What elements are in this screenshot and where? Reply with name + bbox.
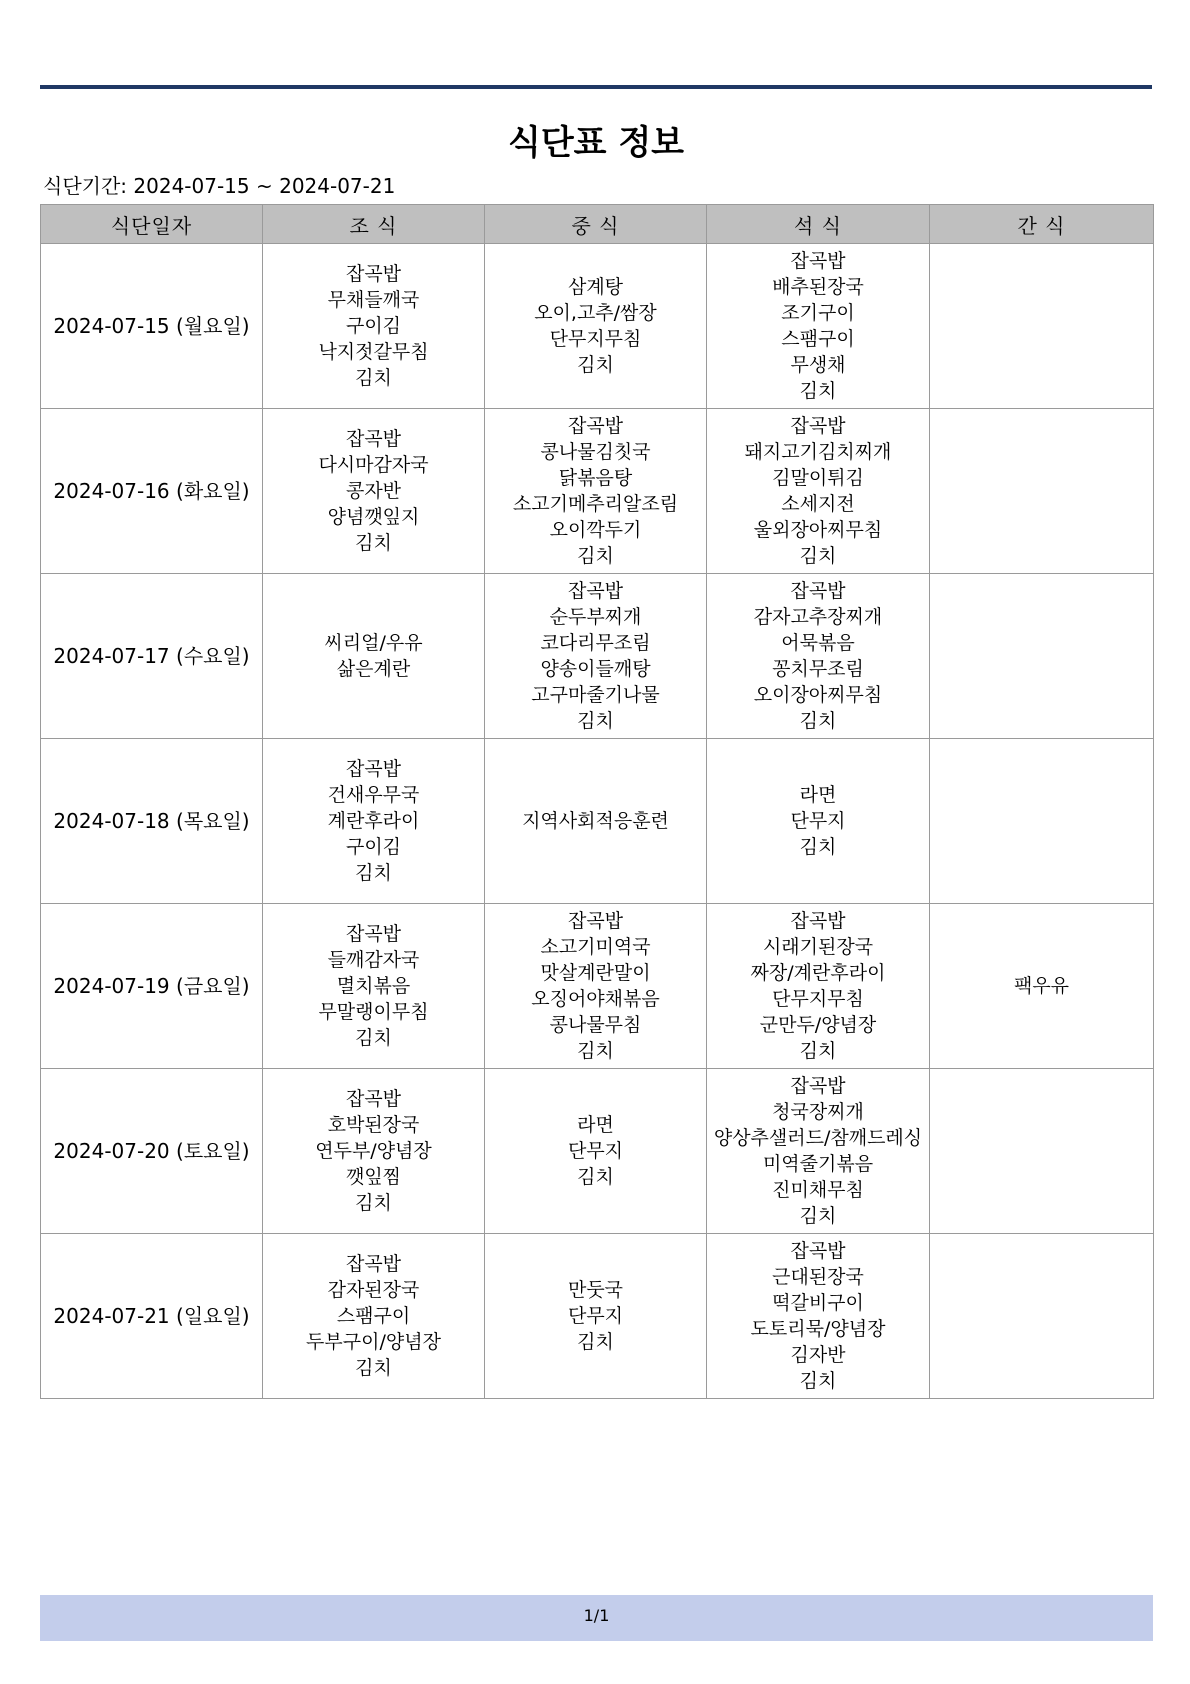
footer-bar [40, 1595, 1153, 1641]
meal-item: 오징어야채볶음 [531, 988, 660, 1010]
date-cell: 2024-07-18 (목요일) [41, 739, 263, 904]
meal-item: 김치 [355, 367, 392, 389]
table-row [41, 1069, 1154, 1234]
meal-item: 김치 [355, 862, 392, 884]
lunch-cell [485, 1234, 707, 1399]
meal-item: 호박된장국 [327, 1114, 420, 1136]
dinner-cell [707, 409, 930, 574]
meal-item: 다시마감자국 [318, 454, 429, 476]
meal-item: 라면 [577, 1114, 614, 1136]
header-snack: 간 식 [930, 205, 1154, 244]
top-rule [40, 85, 1152, 89]
meal-item: 스팸구이 [336, 1305, 411, 1327]
breakfast-cell [263, 409, 485, 574]
header-dinner: 석 식 [707, 205, 930, 244]
snack-cell [930, 574, 1154, 739]
meal-item: 삼계탕 [567, 276, 624, 298]
meal-item: 잡곡밥 [345, 428, 402, 450]
meal-item: 잡곡밥 [790, 910, 846, 932]
table-row [41, 739, 1154, 904]
meal-item: 잡곡밥 [345, 263, 402, 285]
meal-item: 김치 [799, 1040, 837, 1062]
meal-item: 씨리얼/우유 [324, 632, 423, 654]
meal-item: 단무지무침 [549, 328, 642, 350]
meal-item: 순두부찌개 [549, 606, 642, 628]
meal-item: 김치 [799, 545, 837, 567]
meal-item: 잡곡밥 [790, 415, 846, 437]
meal-item: 양념깻잎지 [327, 506, 420, 528]
meal-item: 지역사회적응훈련 [522, 810, 669, 832]
meal-item: 삶은계란 [336, 658, 411, 680]
meal-item: 김치 [355, 1192, 392, 1214]
meal-item: 조기구이 [781, 302, 855, 324]
meal-item: 잡곡밥 [567, 580, 624, 602]
meal-item: 잡곡밥 [790, 1240, 846, 1262]
meal-item: 잡곡밥 [345, 923, 402, 945]
meal-item: 만둣국 [567, 1279, 624, 1301]
page-indicator: 1/1 [583, 1606, 610, 1625]
lunch-cell [485, 244, 707, 409]
table-body [41, 244, 1154, 1399]
meal-item: 콩나물김칫국 [540, 441, 651, 463]
date-cell: 2024-07-20 (토요일) [41, 1069, 263, 1234]
meal-item: 깻잎찜 [345, 1166, 402, 1188]
meal-period [43, 173, 395, 199]
meal-item: 배추된장국 [772, 276, 864, 298]
meal-item: 오이,고추/쌈장 [534, 302, 657, 324]
meal-item: 구이김 [345, 315, 402, 337]
meal-item: 김치 [577, 1040, 614, 1062]
breakfast-cell [263, 1069, 485, 1234]
meal-item: 잡곡밥 [345, 758, 402, 780]
header-lunch: 중 식 [485, 205, 707, 244]
breakfast-cell [263, 739, 485, 904]
meal-item: 잡곡밥 [790, 580, 846, 602]
meal-item: 도토리묵/양념장 [750, 1318, 886, 1340]
meal-item: 계란후라이 [327, 810, 420, 832]
meal-item: 청국장찌개 [772, 1101, 864, 1123]
meal-item: 잡곡밥 [790, 250, 846, 272]
dinner-cell [707, 574, 930, 739]
date-cell: 2024-07-17 (수요일) [41, 574, 263, 739]
meal-item: 단무지 [790, 810, 846, 832]
lunch-cell [485, 409, 707, 574]
meal-item: 맛살계란말이 [540, 962, 651, 984]
meal-item: 스팸구이 [781, 328, 855, 350]
breakfast-cell [263, 244, 485, 409]
meal-item: 돼지고기김치찌개 [744, 441, 892, 463]
page-title: 식단표 정보 [507, 123, 685, 163]
meal-item: 미역줄기볶음 [762, 1153, 874, 1175]
table-row [41, 1234, 1154, 1399]
meal-item: 김치 [799, 710, 837, 732]
meal-item: 코다리무조림 [540, 632, 651, 654]
meal-item: 단무지 [567, 1305, 624, 1327]
breakfast-cell [263, 574, 485, 739]
dinner-cell [707, 739, 930, 904]
snack-cell [930, 904, 1154, 1069]
meal-item: 두부구이/양념장 [306, 1331, 441, 1353]
meal-item: 양송이들깨탕 [540, 658, 651, 680]
dinner-cell [707, 244, 930, 409]
dinner-cell [707, 904, 930, 1069]
meal-item: 소세지전 [781, 493, 855, 515]
breakfast-cell [263, 1234, 485, 1399]
meal-item: 오이깍두기 [549, 519, 642, 541]
meal-item: 김말이튀김 [772, 467, 864, 489]
meal-item: 잡곡밥 [345, 1088, 402, 1110]
meal-item: 잡곡밥 [567, 415, 624, 437]
meal-item: 감자된장국 [327, 1279, 420, 1301]
meal-item: 단무지 [567, 1140, 624, 1162]
meal-item: 콩나물무침 [549, 1014, 642, 1036]
meal-item: 어묵볶음 [781, 632, 855, 654]
meal-item: 시래기된장국 [762, 936, 874, 958]
meal-item: 잡곡밥 [790, 1075, 846, 1097]
meal-item: 김치 [799, 1370, 837, 1392]
meal-item: 울외장아찌무침 [753, 519, 883, 541]
meal-item: 오이장아찌무침 [753, 684, 883, 706]
meal-item: 김치 [355, 532, 392, 554]
meal-item: 팩우유 [1013, 975, 1070, 997]
meal-item: 김치 [355, 1027, 392, 1049]
meal-period-value: 2024-07-15 ~ 2024-07-21 [133, 174, 396, 198]
meal-item: 근대된장국 [772, 1266, 864, 1288]
meal-item: 잡곡밥 [345, 1253, 402, 1275]
meal-item: 진미채무침 [772, 1179, 864, 1201]
meal-item: 연두부/양념장 [315, 1140, 432, 1162]
meal-item: 김치 [355, 1357, 392, 1379]
meal-item: 감자고추장찌개 [753, 606, 883, 628]
meal-period-label: 식단기간: [43, 174, 128, 198]
meal-item: 소고기미역국 [540, 936, 651, 958]
meal-item: 김치 [577, 1166, 614, 1188]
snack-cell [930, 409, 1154, 574]
lunch-cell [485, 739, 707, 904]
meal-item: 낙지젓갈무침 [318, 341, 429, 363]
meal-item: 건새우무국 [327, 784, 420, 806]
date-cell: 2024-07-21 (일요일) [41, 1234, 263, 1399]
breakfast-cell [263, 904, 485, 1069]
meal-item: 멸치볶음 [336, 975, 411, 997]
meal-item: 김치 [577, 710, 614, 732]
meal-item: 김치 [577, 1331, 614, 1353]
meal-item: 무생채 [790, 354, 846, 376]
date-cell: 2024-07-15 (월요일) [41, 244, 263, 409]
meal-item: 짜장/계란후라이 [750, 962, 886, 984]
table-row [41, 904, 1154, 1069]
meal-plan-table [40, 204, 1154, 1399]
table-row [41, 409, 1154, 574]
meal-item: 고구마줄기나물 [531, 684, 660, 706]
meal-item: 양상추샐러드/참깨드레싱 [713, 1127, 923, 1149]
meal-item: 잡곡밥 [567, 910, 624, 932]
header-date: 식단일자 [41, 205, 263, 244]
meal-item: 단무지무침 [772, 988, 864, 1010]
meal-item: 들깨감자국 [327, 949, 420, 971]
date-cell: 2024-07-16 (화요일) [41, 409, 263, 574]
snack-cell [930, 244, 1154, 409]
snack-cell [930, 1069, 1154, 1234]
meal-item: 김치 [577, 545, 614, 567]
table-row [41, 574, 1154, 739]
dinner-cell [707, 1069, 930, 1234]
meal-item: 김자반 [790, 1344, 846, 1366]
meal-item: 김치 [799, 1205, 837, 1227]
snack-cell [930, 739, 1154, 904]
meal-item: 김치 [577, 354, 614, 376]
meal-item: 김치 [799, 380, 837, 402]
date-cell: 2024-07-19 (금요일) [41, 904, 263, 1069]
lunch-cell [485, 574, 707, 739]
meal-item: 무말랭이무침 [318, 1001, 429, 1023]
header-breakfast: 조 식 [263, 205, 485, 244]
meal-item: 라면 [799, 784, 837, 806]
table-row [41, 244, 1154, 409]
meal-item: 떡갈비구이 [772, 1292, 864, 1314]
lunch-cell [485, 1069, 707, 1234]
meal-item: 김치 [799, 836, 837, 858]
meal-item: 콩자반 [345, 480, 402, 502]
dinner-cell [707, 1234, 930, 1399]
table-header-row [41, 205, 1154, 244]
snack-cell [930, 1234, 1154, 1399]
meal-item: 소고기메추리알조림 [512, 493, 679, 515]
meal-item: 꽁치무조림 [772, 658, 864, 680]
meal-item: 무채들깨국 [327, 289, 420, 311]
lunch-cell [485, 904, 707, 1069]
meal-item: 구이김 [345, 836, 402, 858]
meal-item: 군만두/양념장 [759, 1014, 877, 1036]
meal-item: 닭볶음탕 [558, 467, 633, 489]
